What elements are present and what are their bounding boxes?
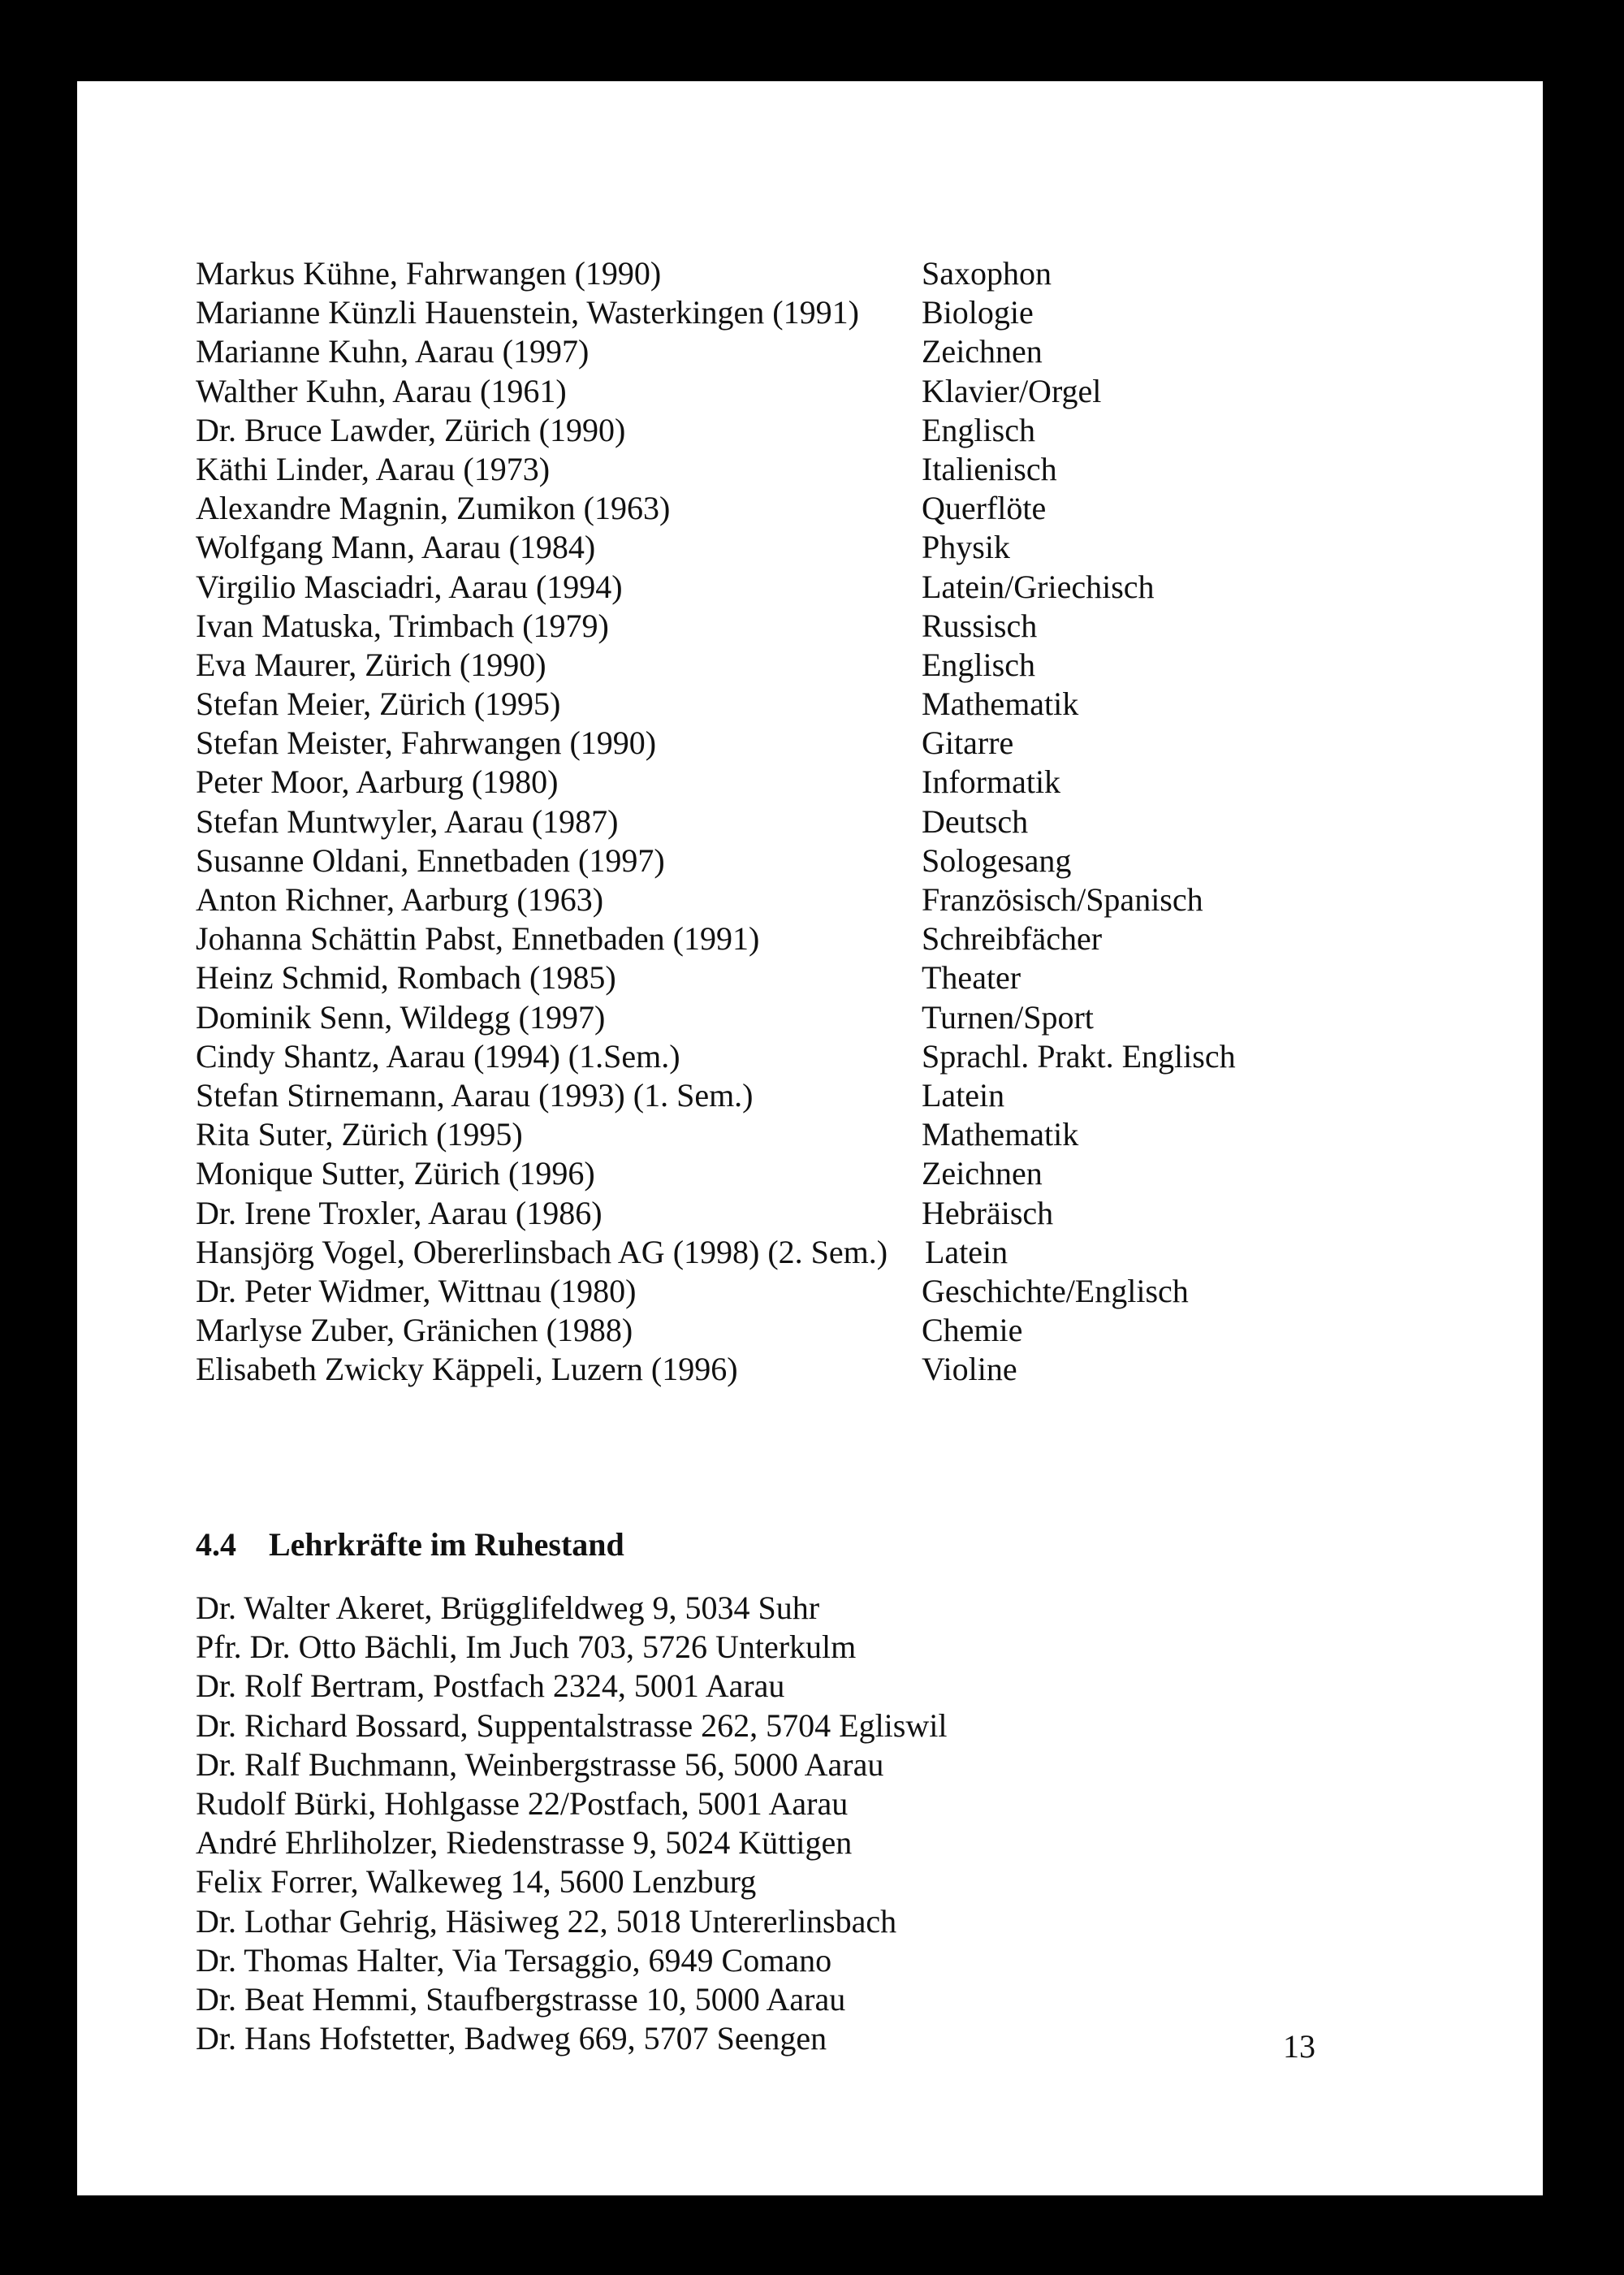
teacher-name: Heinz Schmid, Rombach (1985)	[196, 959, 616, 997]
teacher-subject: Mathematik	[922, 1116, 1079, 1153]
teacher-subject: Klavier/Orgel	[922, 372, 1102, 409]
teacher-subject: Deutsch	[922, 802, 1029, 840]
teacher-name: Wolfgang Mann, Aarau (1984)	[196, 529, 596, 566]
retired-entry: André Ehrliholzer, Riedenstrasse 9, 5024 Küttigen	[196, 1824, 853, 1862]
teacher-row	[196, 332, 1414, 371]
teacher-row	[196, 841, 1414, 880]
teacher-row	[196, 528, 1414, 567]
retired-entry: Felix Forrer, Walkeweg 14, 5600 Lenzburg	[196, 1863, 757, 1901]
teacher-name: Stefan Muntwyler, Aarau (1987)	[196, 802, 619, 840]
teacher-name: Elisabeth Zwicky Käppeli, Luzern (1996)	[196, 1351, 738, 1388]
teacher-name: Peter Moor, Aarburg (1980)	[196, 763, 559, 801]
teacher-subject: Querflöte	[922, 490, 1047, 527]
teacher-row	[196, 1350, 1414, 1389]
teacher-name: Marianne Künzli Hauenstein, Wasterkingen (1991)	[196, 294, 859, 331]
section-title: Lehrkräfte im Ruhestand	[269, 1526, 624, 1563]
teacher-subject: Latein	[922, 1076, 1005, 1114]
teacher-subject: Schreibfächer	[922, 920, 1103, 958]
retired-entry: Dr. Lothar Gehrig, Häsiweg 22, 5018 Untererlinsbach	[196, 1902, 897, 1940]
teacher-subject: Englisch	[922, 411, 1035, 448]
teacher-subject: Gitarre	[922, 724, 1014, 762]
teacher-row	[196, 1154, 1414, 1193]
retired-entry: Dr. Thomas Halter, Via Tersaggio, 6949 Comano	[196, 1941, 832, 1979]
teacher-row	[196, 1194, 1414, 1233]
teacher-name: Dominik Senn, Wildegg (1997)	[196, 998, 606, 1036]
teacher-subject: Zeichnen	[922, 1155, 1043, 1192]
teacher-row	[196, 880, 1414, 919]
teacher-row	[196, 919, 1414, 958]
teacher-row	[196, 724, 1414, 763]
teacher-subject: Turnen/Sport	[922, 998, 1094, 1036]
retired-entry: Rudolf Bürki, Hohlgasse 22/Postfach, 5001 Aarau	[196, 1784, 849, 1822]
teacher-row	[196, 568, 1414, 607]
section-number: 4.4	[196, 1526, 236, 1563]
teacher-row	[196, 1272, 1414, 1311]
teacher-name: Walther Kuhn, Aarau (1961)	[196, 372, 567, 409]
teacher-subject: Violine	[922, 1351, 1017, 1388]
retired-entry: Dr. Walter Akeret, Brügglifeldweg 9, 5034 Suhr	[196, 1589, 820, 1626]
section-heading	[196, 1525, 624, 1564]
retired-entry: Dr. Ralf Buchmann, Weinbergstrasse 56, 5000 Aarau	[196, 1745, 884, 1783]
teacher-name: Monique Sutter, Zürich (1996)	[196, 1155, 595, 1192]
retired-entry: Dr. Richard Bossard, Suppentalstrasse 262, 5704 Egliswil	[196, 1706, 948, 1744]
teacher-row	[196, 254, 1414, 293]
teacher-subject: Biologie	[922, 294, 1034, 331]
teacher-row	[196, 1037, 1414, 1076]
teacher-name: Ivan Matuska, Trimbach (1979)	[196, 607, 609, 644]
teacher-row	[196, 450, 1414, 489]
teacher-row	[196, 1115, 1414, 1154]
teacher-name: Markus Kühne, Fahrwangen (1990)	[196, 255, 662, 292]
teacher-subject: Latein/Griechisch	[922, 568, 1155, 605]
teacher-row	[196, 1076, 1414, 1115]
teacher-name: Rita Suter, Zürich (1995)	[196, 1116, 523, 1153]
teacher-row	[196, 607, 1414, 646]
document-page	[77, 81, 1543, 2195]
teacher-name: Marlyse Zuber, Gränichen (1988)	[196, 1312, 633, 1349]
retired-teacher-list	[196, 1589, 947, 2058]
teacher-row	[196, 411, 1414, 450]
teacher-row	[196, 802, 1414, 841]
teacher-list	[196, 254, 1414, 1389]
teacher-subject: Englisch	[922, 646, 1035, 683]
page-number: 13	[1283, 2028, 1315, 2065]
retired-entry: Pfr. Dr. Otto Bächli, Im Juch 703, 5726 Unterkulm	[196, 1628, 857, 1666]
teacher-name: Dr. Bruce Lawder, Zürich (1990)	[196, 411, 626, 448]
teacher-name: Hansjörg Vogel, Obererlinsbach AG (1998) (2. Sem.)	[196, 1233, 888, 1270]
teacher-subject: Hebräisch	[922, 1194, 1054, 1231]
teacher-subject: Physik	[922, 529, 1010, 566]
teacher-name: Dr. Irene Troxler, Aarau (1986)	[196, 1194, 603, 1231]
teacher-subject: Russisch	[922, 607, 1038, 644]
teacher-subject: Latein	[925, 1233, 1009, 1270]
teacher-name: Anton Richner, Aarburg (1963)	[196, 881, 604, 918]
teacher-subject: Sologesang	[922, 841, 1072, 879]
teacher-subject: Französisch/Spanisch	[922, 881, 1203, 918]
teacher-name: Alexandre Magnin, Zumikon (1963)	[196, 490, 671, 527]
retired-entry: Dr. Beat Hemmi, Staufbergstrasse 10, 5000 Aarau	[196, 1980, 846, 2018]
teacher-subject: Italienisch	[922, 450, 1057, 487]
teacher-row	[196, 372, 1414, 411]
teacher-name: Käthi Linder, Aarau (1973)	[196, 450, 551, 487]
teacher-row	[196, 489, 1414, 528]
teacher-name: Eva Maurer, Zürich (1990)	[196, 646, 546, 683]
teacher-subject: Theater	[922, 959, 1021, 997]
teacher-subject: Saxophon	[922, 255, 1052, 292]
teacher-name: Johanna Schättin Pabst, Ennetbaden (1991)	[196, 920, 760, 958]
teacher-name: Virgilio Masciadri, Aarau (1994)	[196, 568, 623, 605]
teacher-subject: Informatik	[922, 763, 1061, 801]
teacher-row	[196, 685, 1414, 724]
teacher-name: Stefan Meier, Zürich (1995)	[196, 686, 561, 723]
teacher-name: Susanne Oldani, Ennetbaden (1997)	[196, 841, 665, 879]
teacher-row	[196, 1311, 1414, 1350]
teacher-subject: Sprachl. Prakt. Englisch	[922, 1037, 1236, 1075]
teacher-name: Stefan Meister, Fahrwangen (1990)	[196, 724, 657, 762]
teacher-row	[196, 958, 1414, 997]
teacher-subject: Zeichnen	[922, 333, 1043, 370]
teacher-name: Stefan Stirnemann, Aarau (1993) (1. Sem.)	[196, 1076, 754, 1114]
teacher-name: Cindy Shantz, Aarau (1994) (1.Sem.)	[196, 1037, 680, 1075]
teacher-row	[196, 763, 1414, 802]
retired-entry: Dr. Hans Hofstetter, Badweg 669, 5707 Seengen	[196, 2020, 827, 2057]
teacher-row	[196, 293, 1414, 332]
teacher-row	[196, 1233, 1414, 1272]
teacher-subject: Chemie	[922, 1312, 1023, 1349]
teacher-name: Marianne Kuhn, Aarau (1997)	[196, 333, 590, 370]
teacher-row	[196, 646, 1414, 685]
retired-entry: Dr. Rolf Bertram, Postfach 2324, 5001 Aarau	[196, 1667, 785, 1705]
teacher-name: Dr. Peter Widmer, Wittnau (1980)	[196, 1272, 637, 1309]
teacher-subject: Mathematik	[922, 686, 1079, 723]
teacher-subject: Geschichte/Englisch	[922, 1272, 1189, 1309]
teacher-row	[196, 998, 1414, 1037]
